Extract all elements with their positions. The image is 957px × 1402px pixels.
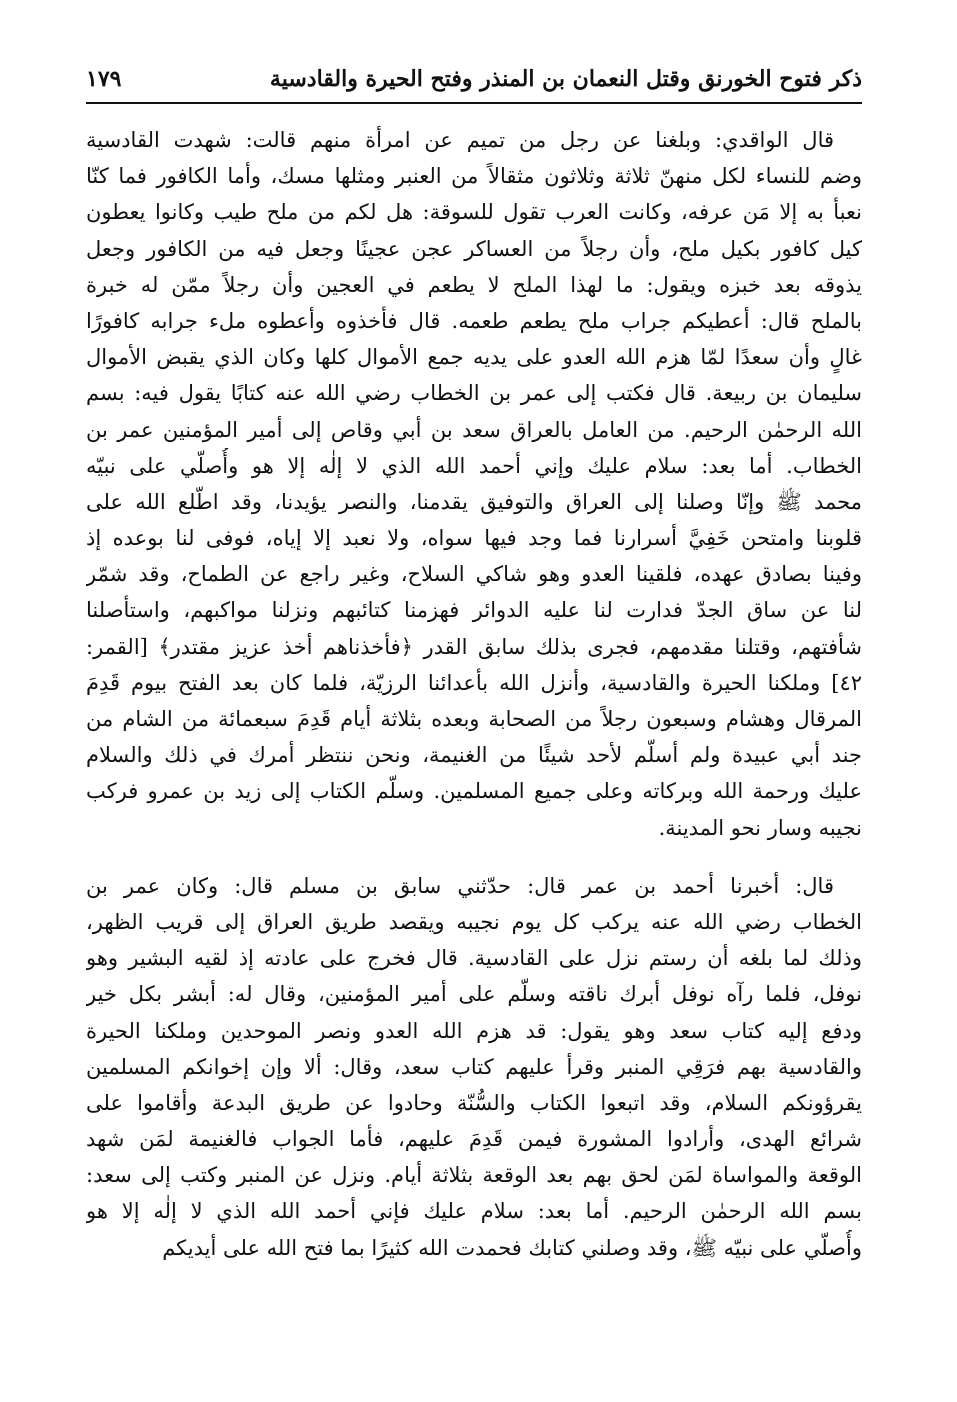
- text-line: وفينا بصادق عهده، فلقينا العدو وهو شاكي السلاح، وغير راجع عن الطماح، وقد شمّر: [86, 562, 862, 587]
- running-title: ذكر فتوح الخورنق وقتل النعمان بن المنذر وفتح الحيرة والقادسية: [269, 66, 862, 92]
- text-line: بالملح قال: أعطيكم جراب ملح يطعم طعمه. قال فأخذوه وأعطوه ملء جرابه كافورًا: [86, 308, 862, 333]
- text-line: كيل كافور بكيل ملح، وأن رجلاً من العساكر عجن عجينًا وجعل فيه من الكافور وجعل: [86, 236, 862, 261]
- paragraph: [86, 868, 862, 1266]
- text-line: بسم الله الرحمٰن الرحيم. أما بعد: سلام عليك فإني أحمد الله الذي لا إلٰه إلا هو: [86, 1199, 862, 1224]
- text-line: وذلك لما بلغه أن رستم نزل على القادسية. قال فخرج على عادته إذ لقيه البشير وهو: [86, 946, 862, 971]
- text-line: وضم للنساء لكل منهنّ ثلاثة وثلاثون مثقالاً من العنبر ومثلها مسك، وأما الكافور فما كنّا: [86, 164, 862, 189]
- text-line: عليك ورحمة الله وبركاته وعلى جميع المسلمين. وسلّم الكتاب إلى زيد بن عمرو فركب: [86, 779, 862, 804]
- text-line: وأُصلّي على نبيّه ﷺ، وقد وصلني كتابك فحمدت الله كثيرًا بما فتح الله على أيديكم: [162, 1235, 862, 1260]
- body-text: [86, 122, 862, 1266]
- text-line: ٤٢] وملكنا الحيرة والقادسية، وأنزل الله بأعدائنا الرزيّة، فلما كان بعد الفتح بيوم قَدِمَ: [86, 670, 862, 695]
- text-line: محمد ﷺ وإنّا وصلنا إلى العراق والتوفيق يقدمنا، والنصر يؤيدنا، وقد اطّلع الله على: [86, 489, 862, 514]
- text-line: نوفل، فلما رآه نوفل أبرك ناقته وسلّم على أمير المؤمنين، وقال له: أبشر بكل خير: [86, 982, 862, 1007]
- text-line: قلوبنا وامتحن خَفِيَّ أسرارنا فما وجد فيها سواه، ولا نعبد إلا إياه، فوفى لنا بوعده إذ: [86, 526, 862, 551]
- text-line: ودفع إليه كتاب سعد وهو يقول: قد هزم الله العدو ونصر الموحدين وملكنا الحيرة: [86, 1018, 862, 1043]
- text-line: الخطاب رضي الله عنه يركب كل يوم نجيبه ويقصد طريق العراق إلى قريب الظهر،: [86, 909, 862, 934]
- text-line: الخطاب. أما بعد: سلام عليك وإني أحمد الله الذي لا إلٰه إلا هو وأُصلّي على نبيّه: [86, 453, 862, 478]
- text-line: لنا عن ساق الجدّ فدارت لنا عليه الدوائر فهزمنا كتائبهم ونزلنا مواكبهم، واستأصلنا: [86, 598, 862, 623]
- running-header: [86, 62, 862, 104]
- text-line: قال الواقدي: وبلغنا عن رجل من تميم عن امرأة منهم قالت: شهدت القادسية: [86, 128, 834, 152]
- text-line: سليمان بن ربيعة. قال فكتب إلى عمر بن الخطاب رضي الله عنه كتابًا يقول فيه: بسم: [86, 381, 862, 406]
- text-line: شرائع الهدى، وأرادوا المشورة فيمن قَدِمَ عليهم، فأما الجواب فالغنيمة لمَن شهد: [86, 1127, 862, 1152]
- text-line: يذوقه بعد خبزه ويقول: ما لهذا الملح لا يطعم في العجين وأن رجلاً ممّن له خبرة: [86, 272, 862, 297]
- text-line: الله الرحمٰن الرحيم. من العامل بالعراق سعد بن أبي وقاص إلى أمير المؤمنين عمر بن: [86, 417, 862, 442]
- paragraph: [86, 122, 862, 846]
- text-line: غالٍ وأن سعدًا لمّا هزم الله العدو على يديه جمع الأموال كلها وكان الذي يقبض الأموال: [86, 345, 862, 370]
- text-line: والقادسية بهم فرَقِي المنبر وقرأ عليهم كتاب سعد، وقال: ألا وإن إخوانكم المسلمين: [86, 1054, 862, 1079]
- text-line: قال: أخبرنا أحمد بن عمر قال: حدّثني سابق بن مسلم قال: وكان عمر بن: [86, 873, 834, 898]
- text-line: شأفتهم، وقتلنا مقدمهم، فجرى بذلك سابق القدر ﴿فأخذناهم أخذ عزيز مقتدر﴾ [القمر:: [86, 634, 862, 659]
- page-number: ١٧٩: [86, 66, 122, 92]
- text-line: جند أبي عبيدة ولم أسلّم لأحد شيئًا من الغنيمة، ونحن ننتظر أمرك في ذلك والسلام: [86, 743, 862, 768]
- text-line: يقرؤونكم السلام، وقد اتبعوا الكتاب والسُّنّة وحادوا عن طريق البدعة وأقاموا على: [86, 1090, 862, 1115]
- text-line: نعبأ به إلا مَن عرفه، وكانت العرب تقول للسوقة: هل لكم من ملح طيب وكانوا يعطون: [86, 200, 862, 225]
- text-line: المرقال وهشام وسبعون رجلاً من الصحابة وبعده بثلاثة أيام قَدِمَ سبعمائة من الشام من: [86, 707, 862, 731]
- text-line: الوقعة والمواساة لمَن لحق بهم بعد الوقعة بثلاثة أيام. ونزل عن المنبر وكتب إلى سعد:: [86, 1163, 862, 1188]
- text-line: نجيبه وسار نحو المدينة.: [658, 815, 862, 840]
